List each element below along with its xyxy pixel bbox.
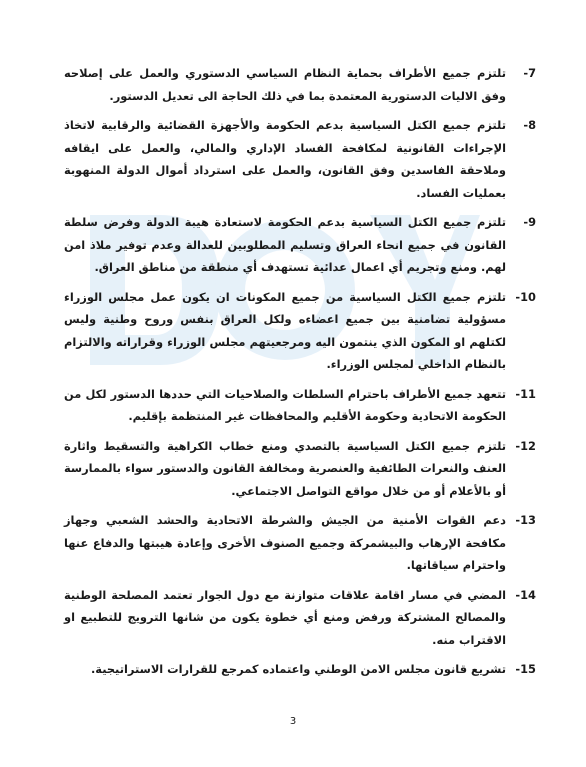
item-text: تلتزم جميع الكتل السياسية بالتصدي ومنع خطاب الكراهية والتسقيط واثارة العنف والنعرات الطائفية والعنصرية ومخالفة القانون والدستور سواء بالممارسة أو بالأعلام أو من خلال مواقع التواصل الاجتماعي.	[64, 438, 506, 498]
item-text: دعم القوات الأمنية من الجيش والشرطة الاتحادية والحشد الشعبي وجهاز مكافحة الإرهاب والبيشمركة وجميع الصنوف الأخرى وإعادة هيبتها والدفاع عنها واحترام سياقاتها.	[64, 513, 506, 572]
list-item	[64, 509, 536, 577]
item-text: تتعهد جميع الأطراف باحترام السلطات والصلاحيات التي حددها الدستور لكل من الحكومة الاتحادية وحكومة الأقليم والمحافظات غير المنتظمة بإقليم.	[64, 386, 506, 423]
item-number: -12	[515, 438, 536, 453]
document-body	[64, 62, 536, 688]
item-text: تشريع قانون مجلس الامن الوطني واعتماده كمرجع للقرارات الاستراتيجية.	[90, 662, 506, 676]
list-item	[64, 62, 536, 107]
item-text: تلتزم جميع الأطراف بحماية النظام السياسي الدستوري والعمل على إصلاحه وفق الاليات الدستورية المعتمدة بما في ذلك الحاجة الى تعديل الدستور.	[64, 66, 506, 103]
item-number: -8	[523, 118, 536, 132]
item-number: -10	[515, 289, 536, 304]
item-text: تلتزم جميع الكتل السياسية بدعم الحكومة لاستعادة هيبة الدولة وفرض سلطة القانون في جميع انحاء العراق وتسليم المطلوبين للعدالة وعدم توفير ملاذ امن لهم. ومنع وتجريم أي اعمال عدائية تستهدف أي منطقة من مناطق العراق.	[64, 215, 506, 274]
list-item	[64, 584, 536, 652]
page-number: 3	[289, 716, 297, 727]
item-number: -9	[523, 215, 536, 229]
list-item	[64, 286, 536, 376]
item-text: تلتزم جميع الكتل السياسية من جميع المكونات ان يكون عمل مجلس الوزراء مسؤولية تضامنية بين جميع اعضاءه ولكل العراق بنفس وروح وطنية وليس لكتلهم او المكون الذي ينتمون اليه ومرجعيتهم مجلس الوزراء وقراراته والالتزام بالنظام الداخلي لمجلس الوزراء.	[64, 289, 506, 371]
list-item	[64, 435, 536, 503]
item-text: تلتزم جميع الكتل السياسية بدعم الحكومة والأجهزة القضائية والرقابية لاتخاذ الإجراءات القانونية لمكافحة الفساد الإداري والمالي، والعمل على ايقافه وملاحقة الفاسدين وفق القانون، والعمل على استرداد أموال الدولة المنهوبة بعمليات الفساد.	[64, 118, 506, 200]
list-item	[64, 211, 536, 279]
list-item	[64, 658, 536, 681]
item-number: -7	[523, 66, 536, 80]
list-item	[64, 383, 536, 428]
item-number: -11	[515, 386, 536, 401]
list-item	[64, 114, 536, 204]
item-number: -15	[515, 662, 536, 676]
item-text: المضي في مسار اقامة علاقات متوازنة مع دول الجوار تعتمد المصلحة الوطنية والمصالح المشتركة ورفض ومنع أي خطوة يكون من شانها الترويج للتطبيع او الاقتراب منه.	[64, 587, 506, 647]
item-number: -13	[515, 513, 536, 527]
item-number: -14	[515, 587, 536, 602]
